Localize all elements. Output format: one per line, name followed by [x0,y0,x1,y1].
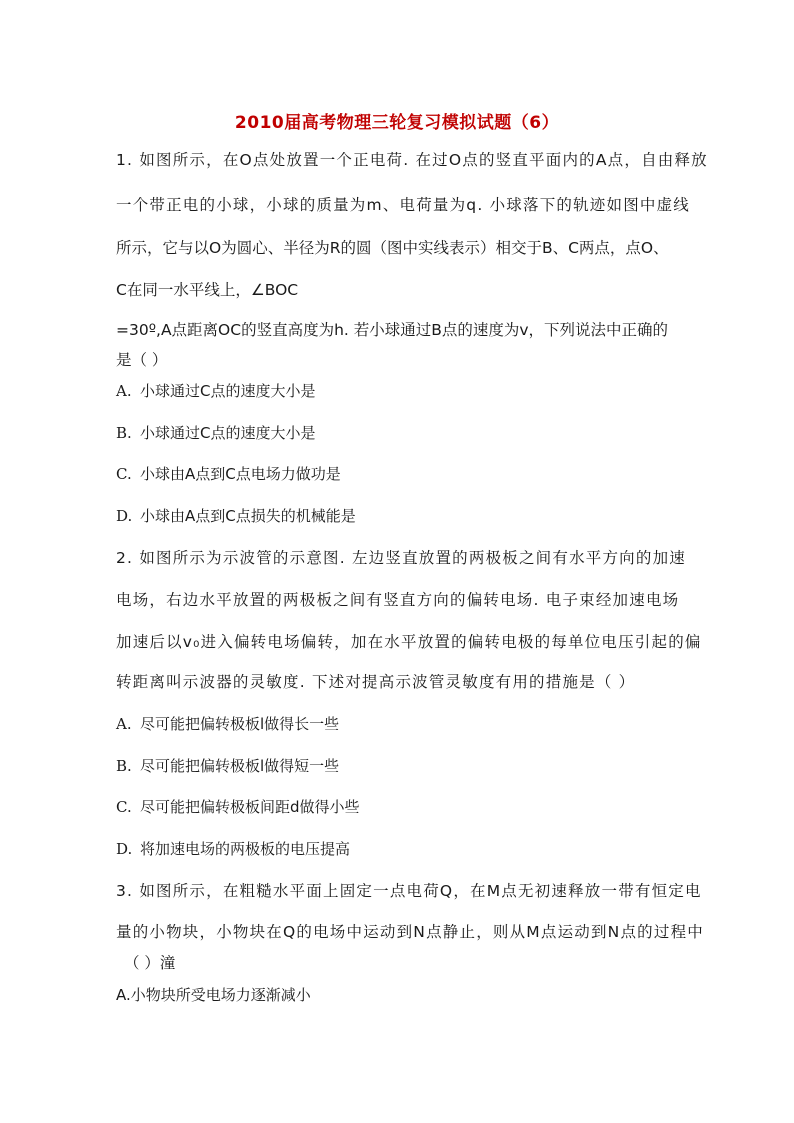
q1-option-b-label: B. [116,424,132,442]
q3-option-a-text: 小物块所受电场力逐渐减小 [130,986,311,1004]
q2-line-4: 转距离叫示波器的灵敏度. 下述对提高示波管灵敏度有用的措施是（ ） [116,673,636,691]
q1-line-5: =30º,A点距离OC的竖直高度为h. 若小球通过B点的速度为v，下列说法中正确的 [116,321,669,339]
q2-option-d-text: 将加速电场的两极板的电压提高 [140,840,351,858]
q2-option-d [116,839,350,859]
q3-option-a-label: A. [116,986,131,1004]
q1-line-1: 1. 如图所示，在O点处放置一个正电荷. 在过O点的竖直平面内的A点，自由释放 [116,151,708,169]
q1-option-c-label: C. [116,465,132,483]
q3-line-3: （ ）潼 [124,954,176,972]
q2-option-a [116,714,339,734]
q1-option-a-text: 小球通过C点的速度大小是 [140,382,316,400]
q2-line-3: 加速后以v₀进入偏转电场偏转，加在水平放置的偏转电极的每单位电压引起的偏 [116,633,702,651]
q3-line-1: 3. 如图所示，在粗糙水平面上固定一点电荷Q，在M点无初速释放一带有恒定电 [116,882,702,900]
q1-line-6: 是（ ） [116,351,168,369]
q2-option-b-text: 尽可能把偏转极板l做得短一些 [140,757,340,775]
q2-option-c [116,797,360,817]
q1-line-2: 一个带正电的小球，小球的质量为m、电荷量为q. 小球落下的轨迹如图中虚线 [116,196,690,214]
q2-option-b-label: B. [116,757,132,775]
q1-line-4: C在同一水平线上，∠BOC [116,281,299,299]
q2-option-a-label: A. [116,715,132,733]
q2-line-1: 2. 如图所示为示波管的示意图. 左边竖直放置的两极板之间有水平方向的加速 [116,549,686,567]
document-title: 2010届高考物理三轮复习模拟试题（6） [234,113,560,133]
q2-option-a-text: 尽可能把偏转极板l做得长一些 [140,715,340,733]
q3-option-a [116,985,311,1005]
q2-option-c-text: 尽可能把偏转极板间距d做得小些 [140,798,360,816]
q1-option-b-text: 小球通过C点的速度大小是 [140,424,316,442]
q2-option-b [116,756,339,776]
q1-line-3: 所示，它与以O为圆心、半径为R的圆（图中实线表示）相交于B、C两点，点O、 [116,239,669,257]
q1-option-a-label: A. [116,382,132,400]
q1-option-d-text: 小球由A点到C点损失的机械能是 [140,507,356,525]
q3-line-2: 量的小物块，小物块在Q的电场中运动到N点静止，则从M点运动到N点的过程中 [116,923,704,941]
q2-line-2: 电场，右边水平放置的两极板之间有竖直方向的偏转电场. 电子束经加速电场 [116,591,680,609]
q2-option-d-label: D. [116,840,133,858]
q1-option-b [116,423,315,443]
q2-option-c-label: C. [116,798,132,816]
q1-option-c-text: 小球由A点到C点电场力做功是 [140,465,341,483]
q1-option-d-label: D. [116,507,133,525]
q1-option-c [116,464,341,484]
q1-option-d [116,506,356,526]
q1-option-a [116,381,315,401]
